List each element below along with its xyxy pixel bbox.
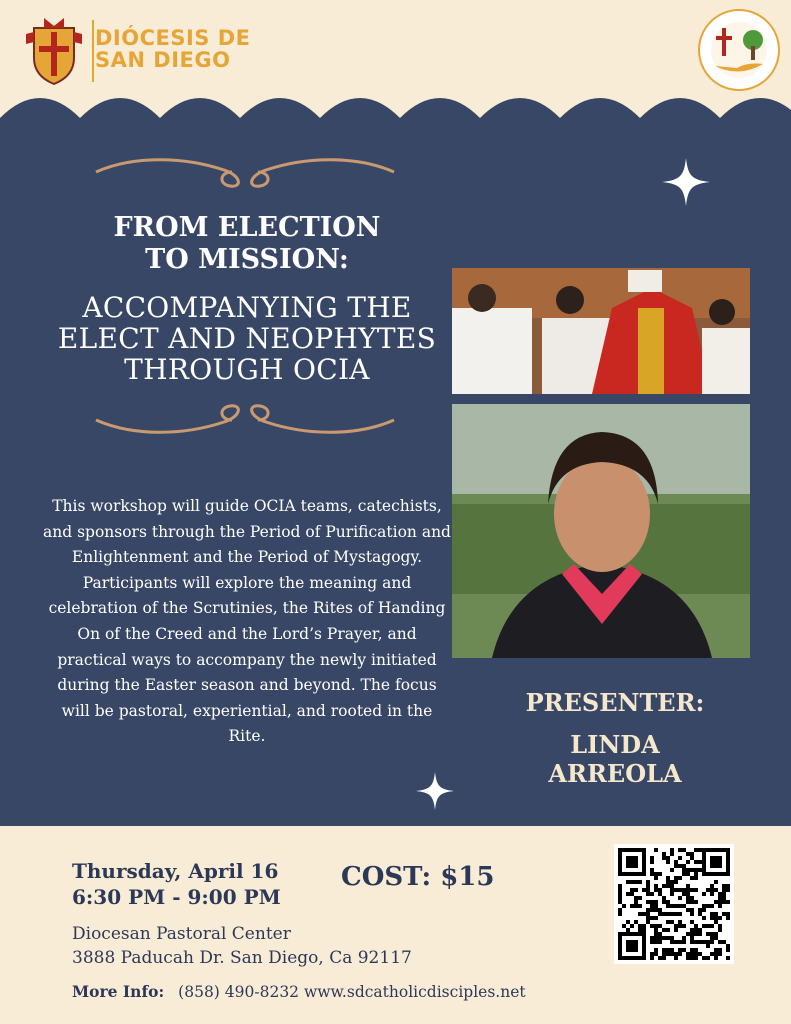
- ministry-badge-logo: [697, 8, 781, 92]
- contact-info[interactable]: (858) 490-8232 www.sdcatholicdisciples.net: [178, 983, 526, 1001]
- more-info-label: More Info:: [72, 982, 165, 1001]
- swirl-ornament-icon: [92, 150, 398, 190]
- sparkle-star-icon: [416, 772, 454, 810]
- event-cost: COST: $15: [341, 862, 495, 892]
- event-datetime: [72, 858, 281, 910]
- event-time: 6:30 PM - 9:00 PM: [72, 885, 281, 909]
- title-line-1: FROM ELECTION: [113, 212, 381, 243]
- qr-code[interactable]: [614, 844, 734, 964]
- org-line-1: DIÓCESIS DE: [95, 26, 251, 50]
- event-venue: [72, 922, 412, 970]
- subtitle-line-3: THROUGH OCIA: [124, 353, 370, 386]
- subtitle-line-1: ACCOMPANYING THE: [82, 291, 412, 324]
- workshop-description: This workshop will guide OCIA teams, catechists, and sponsors through the Period of Purification and Enlightenment and the Period of Mystagogy. Participants will explore the meaning and celebration of the Scrutinies, the Rites of Handing On of the Creed and the Lord’s Prayer, and practical ways to accompany the newly initiated during the Easter season and beyond. The focus will be pastoral, experiential, and rooted in the Rite.: [43, 497, 451, 746]
- venue-address: 3888 Paducah Dr. San Diego, Ca 92117: [72, 948, 412, 968]
- event-date: Thursday, April 16: [72, 859, 279, 883]
- title-line-2: TO MISSION:: [145, 244, 349, 275]
- presenter-photo: [452, 404, 750, 658]
- more-info: [72, 982, 526, 1001]
- scalloped-border: [0, 78, 791, 130]
- venue-name: Diocesan Pastoral Center: [72, 924, 291, 944]
- diocese-name: [95, 27, 265, 71]
- event-title: [40, 212, 454, 276]
- org-line-2: SAN DIEGO: [95, 48, 231, 72]
- ceremony-photo: [452, 268, 750, 394]
- diocese-crest-icon: [24, 14, 84, 86]
- presenter-name: [470, 730, 760, 788]
- presenter-label: PRESENTER:: [525, 688, 705, 717]
- subtitle-line-2: ELECT AND NEOPHYTES: [57, 322, 437, 355]
- swirl-ornament-icon: [92, 402, 398, 442]
- presenter-first-name: LINDA: [570, 730, 660, 759]
- presenter-last-name: ARREOLA: [548, 759, 682, 788]
- sparkle-star-icon: [662, 158, 710, 206]
- event-subtitle: [35, 292, 459, 385]
- brand-divider: [92, 20, 94, 82]
